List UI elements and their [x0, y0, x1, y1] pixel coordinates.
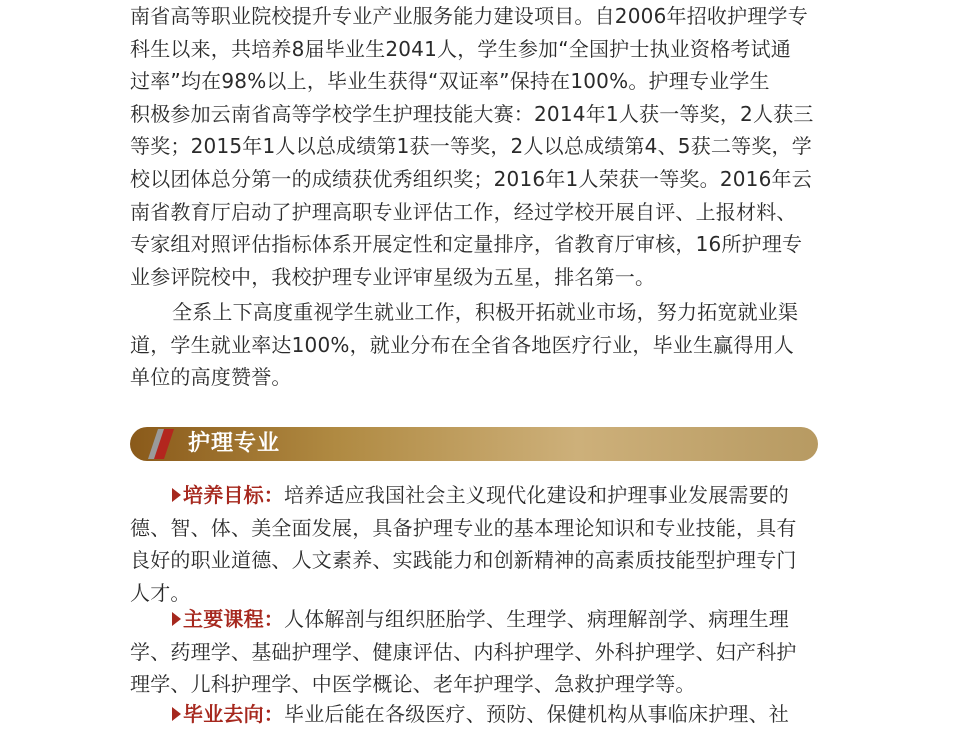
- text-line: 等奖；2015年1人以总成绩第1获一等奖，2人以总成绩第4、5获二等奖，学: [130, 134, 812, 159]
- text-line: 南省高等职业院校提升专业产业服务能力建设项目。自2006年招收护理学专: [130, 4, 808, 28]
- career-label: 毕业去向：: [183, 702, 284, 726]
- text-line: 南省教育厅启动了护理高职专业评估工作，经过学校开展自评、上报材料、: [130, 199, 797, 224]
- text-line: 人才。: [130, 580, 191, 605]
- text-line: [130, 698, 830, 731]
- goal-first-line: 培养适应我国社会主义现代化建设和护理事业发展需要的: [284, 483, 789, 507]
- courses-first-line: 人体解剖与组织胚胎学、生理学、病理解剖学、病理生理: [284, 607, 789, 631]
- text-line: 过率”均在98%以上，毕业生获得“双证率”保持在100%。护理专业学生: [130, 69, 770, 94]
- career-text: [130, 698, 830, 731]
- text-line: 专家组对照评估指标体系开展定性和定量排序，省教育厅审核，16所护理专: [130, 232, 803, 257]
- arrow-icon: [172, 488, 181, 502]
- text-line: 单位的高度赞誉。: [130, 365, 292, 390]
- text-line: 全系上下高度重视学生就业工作，积极开拓就业市场，努力拓宽就业渠: [172, 300, 799, 324]
- text-line: 科生以来，共培养8届毕业生2041人，学生参加“全国护士执业资格考试通: [130, 36, 791, 61]
- text-line: 学、药理学、基础护理学、健康评估、内科护理学、外科护理学、妇产科护: [130, 639, 797, 664]
- text-line: 业参评院校中，我校护理专业评审星级为五星，排名第一。: [130, 264, 656, 289]
- text-line: 德、智、体、美全面发展，具备护理专业的基本理论知识和专业技能，具有: [130, 515, 797, 540]
- text-line: [130, 603, 830, 636]
- arrow-icon: [172, 612, 181, 626]
- text-line: [130, 479, 830, 512]
- section-banner: [130, 427, 818, 461]
- section-title: 护理专业: [188, 431, 281, 456]
- employment-paragraph: [130, 296, 830, 394]
- goal-section: [130, 479, 830, 609]
- courses-label: 主要课程：: [183, 607, 284, 631]
- intro-paragraph: [130, 0, 830, 293]
- career-section: [130, 698, 830, 731]
- arrow-icon: [172, 707, 181, 721]
- text-line: 校以团体总分第一的成绩获优秀组织奖；2016年1人荣获一等奖。2016年云: [130, 166, 812, 191]
- intro-text: [130, 0, 830, 293]
- career-first-line: 毕业后能在各级医疗、预防、保健机构从事临床护理、社: [284, 702, 789, 726]
- courses-section: [130, 603, 830, 701]
- text-line: 积极参加云南省高等学校学生护理技能大赛：2014年1人获一等奖，2人获三: [130, 101, 814, 126]
- courses-text: [130, 603, 830, 701]
- goal-label: 培养目标：: [183, 483, 284, 507]
- text-line: 道，学生就业率达100%，就业分布在全省各地医疗行业，毕业生赢得用人: [130, 332, 794, 357]
- text-line: 良好的职业道德、人文素养、实践能力和创新精神的高素质技能型护理专门: [130, 548, 797, 573]
- text-line: 理学、儿科护理学、中医学概论、老年护理学、急救护理学等。: [130, 672, 696, 697]
- banner-mark-icon: [144, 427, 178, 461]
- goal-text: [130, 479, 830, 609]
- employment-text: [130, 296, 830, 394]
